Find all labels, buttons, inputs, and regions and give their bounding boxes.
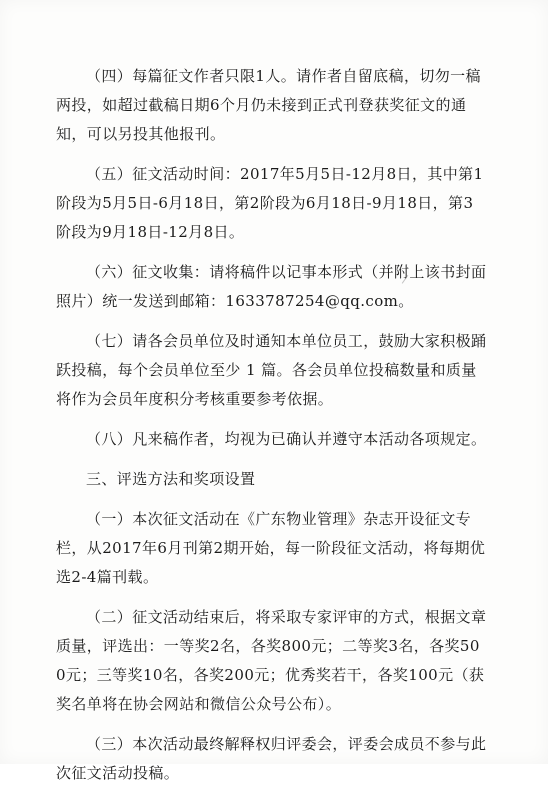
paragraph-eval-2-awards: （二）征文活动结束后，将采取专家评审的方式，根据文章质量，评选出：一等奖2名，各奖800元；二等奖3名，各奖500元；三等奖10名，各奖200元；优秀奖若干，各奖100元（获奖名单将在协会网站和微信公众号公布）。	[56, 608, 487, 713]
paragraph-rule-6-submission: （六）征文收集：请将稿件以记事本形式（并附上该书封面照片）统一发送到邮箱：1633787254@qq.com。	[56, 263, 487, 310]
paragraph-rule-7-members: （七）请各会员单位及时通知本单位员工，鼓励大家积极踊跃投稿，每个会员单位至少 1 篇。各会员单位投稿数量和质量将作为会员年度积分考核重要参考依据。	[56, 332, 487, 408]
paragraph-rule-4: （四）每篇征文作者只限1人。请作者自留底稿，切勿一稿两投，如超过截稿日期6个月仍未接到正式刊登获奖征文的通知，可以另投其他报刊。	[56, 67, 481, 143]
document-body	[56, 62, 488, 799]
paragraph-eval-1-column: （一）本次征文活动在《广东物业管理》杂志开设征文专栏，从2017年6月刊第2期开始，每一阶段征文活动，将每期优选2-4篇刊载。	[56, 510, 486, 586]
paragraph-rule-8-terms: （八）凡来稿作者，均视为已确认并遵守本活动各项规定。	[86, 430, 487, 448]
paragraph-rule-5-schedule: （五）征文活动时间：2017年5月5日-12月8日，其中第1阶段为5月5日-6月18日，第2阶段为6月18日-9月18日，第3阶段为9月18日-12月8日。	[56, 165, 484, 241]
section-heading-evaluation: 三、评选方法和奖项设置	[86, 470, 256, 488]
paragraph-eval-3-interpretation: （三）本次活动最终解释权归评委会，评委会成员不参与此次征文活动投稿。	[56, 735, 487, 782]
